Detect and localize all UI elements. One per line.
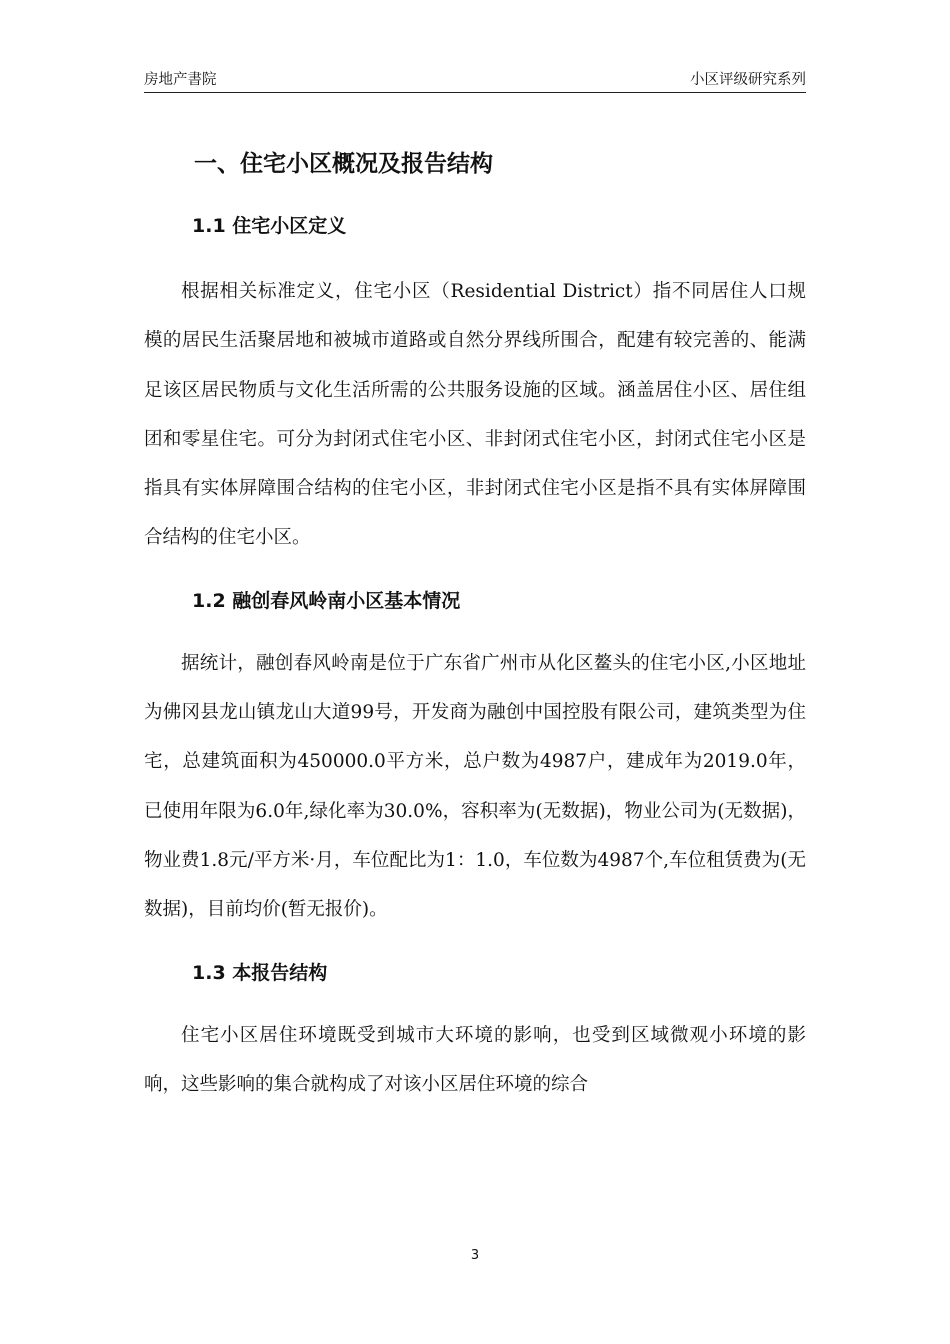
paragraph-definition: 根据相关标准定义，住宅小区（Residential District）指不同居住人口规模的居民生活聚居地和被城市道路或自然分界线所围合，配建有较完善的、能满足该区居民物质与文化生活所需的公共服务设施的区域。涵盖居住小区、居住组团和零星住宅。可分为封闭式住宅小区、非封闭式住宅小区，封闭式住宅小区是指具有实体屏障围合结构的住宅小区，非封闭式住宅小区是指不具有实体屏障围合结构的住宅小区。 bbox=[144, 281, 806, 549]
header-publisher: 房地产書院 bbox=[144, 72, 217, 88]
paragraph-basic-info: 据统计，融创春风岭南是位于广东省广州市从化区鳌头的住宅小区,小区地址为佛冈县龙山镇龙山大道99号，开发商为融创中国控股有限公司，建筑类型为住宅，总建筑面积为450000.0平方米，总户数为4987户，建成年为2019.0年，已使用年限为6.0年,绿化率为30.0%，容积率为(无数据)，物业公司为(无数据)，物业费1.8元/平方米·月，车位配比为1：1.0，车位数为4987个,车位租赁费为(无数据)，目前均价(暂无报价)。 bbox=[144, 652, 806, 921]
page-header bbox=[144, 66, 806, 93]
section-title: 一、住宅小区概况及报告结构 bbox=[194, 151, 493, 177]
subsection-heading-report-structure: 1.3 本报告结构 bbox=[192, 961, 328, 984]
paragraph-report-structure: 住宅小区居住环境既受到城市大环境的影响，也受到区域微观小环境的影响，这些影响的集合就构成了对该小区居住环境的综合 bbox=[144, 1024, 806, 1095]
page-number: 3 bbox=[470, 1248, 480, 1263]
page-content bbox=[144, 140, 806, 1109]
subsection-heading-basic-info: 1.2 融创春风岭南小区基本情况 bbox=[192, 589, 461, 612]
subsection-heading-definition: 1.1 住宅小区定义 bbox=[192, 215, 347, 237]
header-series-title: 小区评级研究系列 bbox=[690, 72, 806, 88]
